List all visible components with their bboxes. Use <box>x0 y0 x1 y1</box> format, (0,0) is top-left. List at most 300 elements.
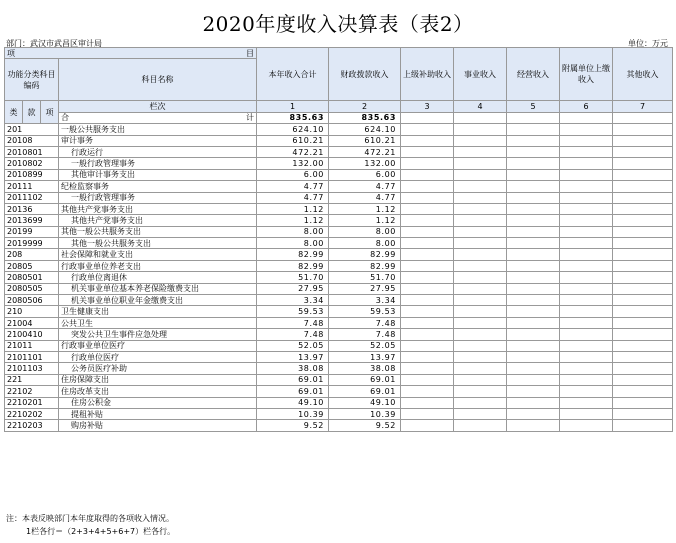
row-subject: 其他审计事务支出 <box>59 169 257 180</box>
row-col-6 <box>560 408 613 419</box>
row-total: 13.97 <box>257 351 329 362</box>
row-col-5 <box>507 124 560 135</box>
row-col-7 <box>613 135 673 146</box>
table-row <box>5 146 673 157</box>
row-code: 2210202 <box>5 408 59 419</box>
row-col-5 <box>507 363 560 374</box>
row-code: 2010899 <box>5 169 59 180</box>
row-total: 69.01 <box>257 386 329 397</box>
row-code: 210 <box>5 306 59 317</box>
row-fiscal: 82.99 <box>329 249 401 260</box>
row-subject: 住房公积金 <box>59 397 257 408</box>
row-code: 20108 <box>5 135 59 146</box>
row-col-4 <box>454 135 507 146</box>
row-fiscal: 10.39 <box>329 408 401 419</box>
row-col-3 <box>401 295 454 306</box>
row-fiscal: 8.00 <box>329 238 401 249</box>
table-row <box>5 124 673 135</box>
row-col-4 <box>454 215 507 226</box>
row-total: 610.21 <box>257 135 329 146</box>
row-col-3 <box>401 169 454 180</box>
col-header-6: 附属单位上缴收入 <box>560 48 613 101</box>
row-col-6 <box>560 124 613 135</box>
row-col-3 <box>401 238 454 249</box>
footnote-2: 1栏各行＝（2+3+4+5+6+7）栏各行。 <box>26 527 176 536</box>
row-col-7 <box>613 226 673 237</box>
row-code: 2080506 <box>5 295 59 306</box>
row-code: 21011 <box>5 340 59 351</box>
row-col-4 <box>454 203 507 214</box>
row-total: 7.48 <box>257 317 329 328</box>
row-code: 21004 <box>5 317 59 328</box>
xiang-header: 项 <box>41 101 59 124</box>
row-subject: 机关事业单位职业年金缴费支出 <box>59 295 257 306</box>
row-col-5 <box>507 272 560 283</box>
row-col-7 <box>613 340 673 351</box>
row-fiscal: 624.10 <box>329 124 401 135</box>
row-total: 69.01 <box>257 374 329 385</box>
row-col-3 <box>401 249 454 260</box>
row-col-3 <box>401 374 454 385</box>
col-header-7: 其他收入 <box>613 48 673 101</box>
row-col-5 <box>507 408 560 419</box>
row-col-4 <box>454 329 507 340</box>
table-row <box>5 260 673 271</box>
row-subject: 纪检监察事务 <box>59 181 257 192</box>
row-col-7 <box>613 169 673 180</box>
col-num-2: 2 <box>329 101 401 112</box>
row-subject: 其他一般公共服务支出 <box>59 226 257 237</box>
table-row <box>5 203 673 214</box>
row-fiscal: 6.00 <box>329 169 401 180</box>
row-code: 2013699 <box>5 215 59 226</box>
row-fiscal: 1.12 <box>329 215 401 226</box>
row-total: 82.99 <box>257 260 329 271</box>
table-row <box>5 238 673 249</box>
unit-label: 单位：万元 <box>628 39 668 48</box>
row-col-3 <box>401 420 454 431</box>
row-col-5 <box>507 169 560 180</box>
table-row <box>5 374 673 385</box>
footnotes <box>6 512 175 538</box>
row-col-4 <box>454 397 507 408</box>
row-col-5 <box>507 203 560 214</box>
row-col-6 <box>560 374 613 385</box>
row-col-3 <box>401 329 454 340</box>
row-code: 2010802 <box>5 158 59 169</box>
table-row <box>5 215 673 226</box>
row-total: 624.10 <box>257 124 329 135</box>
row-col-6 <box>560 340 613 351</box>
row-col-6 <box>560 260 613 271</box>
row-fiscal: 8.00 <box>329 226 401 237</box>
row-col-5 <box>507 158 560 169</box>
row-subject: 一般公共服务支出 <box>59 124 257 135</box>
col-header-3: 上级补助收入 <box>401 48 454 101</box>
row-subject: 一般行政管理事务 <box>59 192 257 203</box>
row-col-7 <box>613 363 673 374</box>
lei-header: 类 <box>5 101 23 124</box>
row-total: 9.52 <box>257 420 329 431</box>
table-row <box>5 181 673 192</box>
table-row <box>5 249 673 260</box>
total-col-4 <box>454 112 507 123</box>
ji-label: 计 <box>246 113 254 123</box>
row-total: 7.48 <box>257 329 329 340</box>
row-code: 20199 <box>5 226 59 237</box>
row-total: 59.53 <box>257 306 329 317</box>
row-fiscal: 4.77 <box>329 181 401 192</box>
row-subject: 其他共产党事务支出 <box>59 203 257 214</box>
row-col-4 <box>454 374 507 385</box>
row-col-6 <box>560 306 613 317</box>
row-code: 2101103 <box>5 363 59 374</box>
row-fiscal: 27.95 <box>329 283 401 294</box>
row-col-6 <box>560 192 613 203</box>
mu-label: 目 <box>246 48 254 58</box>
row-col-3 <box>401 260 454 271</box>
lanci-label: 栏次 <box>59 101 257 112</box>
row-code: 2011102 <box>5 192 59 203</box>
row-col-3 <box>401 203 454 214</box>
col-header-4: 事业收入 <box>454 48 507 101</box>
table-row <box>5 363 673 374</box>
table-row <box>5 420 673 431</box>
row-col-5 <box>507 340 560 351</box>
row-col-5 <box>507 192 560 203</box>
col-header-5: 经营收入 <box>507 48 560 101</box>
row-col-3 <box>401 181 454 192</box>
row-code: 208 <box>5 249 59 260</box>
row-subject: 提租补贴 <box>59 408 257 419</box>
row-fiscal: 3.34 <box>329 295 401 306</box>
row-col-3 <box>401 408 454 419</box>
row-code: 201 <box>5 124 59 135</box>
row-col-3 <box>401 283 454 294</box>
row-col-5 <box>507 226 560 237</box>
row-col-4 <box>454 124 507 135</box>
row-code: 2100410 <box>5 329 59 340</box>
row-subject: 购房补贴 <box>59 420 257 431</box>
he-label: 合 <box>61 113 69 123</box>
row-subject: 一般行政管理事务 <box>59 158 257 169</box>
row-fiscal: 59.53 <box>329 306 401 317</box>
row-code: 2010801 <box>5 146 59 157</box>
row-col-7 <box>613 181 673 192</box>
row-col-7 <box>613 215 673 226</box>
row-fiscal: 13.97 <box>329 351 401 362</box>
table-row <box>5 317 673 328</box>
row-col-5 <box>507 146 560 157</box>
row-col-7 <box>613 203 673 214</box>
page-title: 2020年度收入决算表（表2） <box>202 12 474 36</box>
row-code: 20111 <box>5 181 59 192</box>
table-row <box>5 340 673 351</box>
row-fiscal: 7.48 <box>329 329 401 340</box>
footnote-1: 注：本表反映部门本年度取得的各项收入情况。 <box>6 514 174 523</box>
row-col-4 <box>454 408 507 419</box>
row-col-4 <box>454 272 507 283</box>
col-num-4: 4 <box>454 101 507 112</box>
row-subject: 行政事业单位医疗 <box>59 340 257 351</box>
row-total: 38.08 <box>257 363 329 374</box>
row-col-7 <box>613 238 673 249</box>
table-row <box>5 408 673 419</box>
row-fiscal: 69.01 <box>329 374 401 385</box>
table-body <box>5 124 673 432</box>
row-subject: 社会保障和就业支出 <box>59 249 257 260</box>
row-subject: 公务员医疗补助 <box>59 363 257 374</box>
row-col-4 <box>454 340 507 351</box>
row-col-3 <box>401 158 454 169</box>
row-col-4 <box>454 238 507 249</box>
row-subject: 住房改革支出 <box>59 386 257 397</box>
row-col-6 <box>560 272 613 283</box>
row-fiscal: 472.21 <box>329 146 401 157</box>
row-col-4 <box>454 249 507 260</box>
row-col-5 <box>507 374 560 385</box>
row-code: 20136 <box>5 203 59 214</box>
row-col-5 <box>507 135 560 146</box>
item-label: 项 <box>7 48 15 58</box>
col-num-5: 5 <box>507 101 560 112</box>
row-col-7 <box>613 272 673 283</box>
row-col-4 <box>454 420 507 431</box>
row-total: 27.95 <box>257 283 329 294</box>
row-subject: 行政事业单位养老支出 <box>59 260 257 271</box>
row-col-5 <box>507 317 560 328</box>
col-header-2: 财政拨款收入 <box>329 48 401 101</box>
row-col-3 <box>401 192 454 203</box>
row-total: 3.34 <box>257 295 329 306</box>
row-col-7 <box>613 295 673 306</box>
row-total: 4.77 <box>257 192 329 203</box>
subject-header: 科目名称 <box>59 59 257 101</box>
row-subject: 行政单位离退休 <box>59 272 257 283</box>
table-row <box>5 192 673 203</box>
row-subject: 行政运行 <box>59 146 257 157</box>
row-total: 132.00 <box>257 158 329 169</box>
row-fiscal: 9.52 <box>329 420 401 431</box>
row-col-4 <box>454 169 507 180</box>
row-code: 20805 <box>5 260 59 271</box>
row-subject: 公共卫生 <box>59 317 257 328</box>
row-total: 1.12 <box>257 203 329 214</box>
total-col-3 <box>401 112 454 123</box>
row-col-7 <box>613 386 673 397</box>
row-code: 2210203 <box>5 420 59 431</box>
row-fiscal: 1.12 <box>329 203 401 214</box>
row-col-6 <box>560 238 613 249</box>
row-col-6 <box>560 203 613 214</box>
row-fiscal: 69.01 <box>329 386 401 397</box>
row-total: 51.70 <box>257 272 329 283</box>
col-num-6: 6 <box>560 101 613 112</box>
table-row <box>5 272 673 283</box>
row-total: 1.12 <box>257 215 329 226</box>
row-col-7 <box>613 397 673 408</box>
row-fiscal: 49.10 <box>329 397 401 408</box>
table-row <box>5 283 673 294</box>
table-row <box>5 295 673 306</box>
col-num-1: 1 <box>257 101 329 112</box>
table-row <box>5 351 673 362</box>
row-col-5 <box>507 351 560 362</box>
row-col-6 <box>560 215 613 226</box>
row-code: 22102 <box>5 386 59 397</box>
total-col-6 <box>560 112 613 123</box>
row-col-6 <box>560 351 613 362</box>
row-col-7 <box>613 306 673 317</box>
row-col-6 <box>560 158 613 169</box>
row-col-5 <box>507 215 560 226</box>
row-col-4 <box>454 283 507 294</box>
col-header-1: 本年收入合计 <box>257 48 329 101</box>
row-subject: 审计事务 <box>59 135 257 146</box>
row-total: 472.21 <box>257 146 329 157</box>
row-col-4 <box>454 146 507 157</box>
row-col-6 <box>560 317 613 328</box>
row-col-6 <box>560 135 613 146</box>
row-col-3 <box>401 363 454 374</box>
row-col-6 <box>560 249 613 260</box>
row-col-6 <box>560 146 613 157</box>
row-col-4 <box>454 192 507 203</box>
row-col-5 <box>507 329 560 340</box>
row-col-7 <box>613 374 673 385</box>
row-col-6 <box>560 386 613 397</box>
total-col-2: 835.63 <box>329 112 401 123</box>
row-col-7 <box>613 317 673 328</box>
row-col-3 <box>401 397 454 408</box>
row-col-4 <box>454 386 507 397</box>
row-fiscal: 38.08 <box>329 363 401 374</box>
row-col-3 <box>401 135 454 146</box>
row-col-4 <box>454 226 507 237</box>
row-col-4 <box>454 351 507 362</box>
row-fiscal: 4.77 <box>329 192 401 203</box>
table-row <box>5 158 673 169</box>
row-fiscal: 82.99 <box>329 260 401 271</box>
row-col-3 <box>401 317 454 328</box>
row-total: 8.00 <box>257 226 329 237</box>
row-subject: 突发公共卫生事件应急处理 <box>59 329 257 340</box>
row-col-5 <box>507 306 560 317</box>
total-col-5 <box>507 112 560 123</box>
row-fiscal: 52.05 <box>329 340 401 351</box>
row-col-6 <box>560 363 613 374</box>
row-code: 2101101 <box>5 351 59 362</box>
col-num-7: 7 <box>613 101 673 112</box>
row-col-7 <box>613 283 673 294</box>
row-col-3 <box>401 272 454 283</box>
row-col-7 <box>613 124 673 135</box>
row-total: 10.39 <box>257 408 329 419</box>
row-subject: 其他共产党事务支出 <box>59 215 257 226</box>
row-col-7 <box>613 249 673 260</box>
row-col-3 <box>401 124 454 135</box>
row-total: 8.00 <box>257 238 329 249</box>
row-col-5 <box>507 386 560 397</box>
row-col-4 <box>454 295 507 306</box>
row-subject: 行政单位医疗 <box>59 351 257 362</box>
table-row <box>5 226 673 237</box>
row-col-7 <box>613 146 673 157</box>
func-code-header: 功能分类科目编码 <box>5 59 59 101</box>
row-col-5 <box>507 420 560 431</box>
row-code: 2019999 <box>5 238 59 249</box>
row-col-5 <box>507 295 560 306</box>
row-col-7 <box>613 192 673 203</box>
row-col-7 <box>613 329 673 340</box>
row-col-5 <box>507 249 560 260</box>
table-row <box>5 397 673 408</box>
department-label: 部门：武汉市武昌区审计局 <box>6 39 102 48</box>
row-total: 49.10 <box>257 397 329 408</box>
total-col-7 <box>613 112 673 123</box>
row-subject: 其他一般公共服务支出 <box>59 238 257 249</box>
row-code: 2080505 <box>5 283 59 294</box>
table-row <box>5 329 673 340</box>
row-col-6 <box>560 283 613 294</box>
row-fiscal: 51.70 <box>329 272 401 283</box>
row-code: 221 <box>5 374 59 385</box>
row-col-7 <box>613 351 673 362</box>
row-col-7 <box>613 420 673 431</box>
row-col-6 <box>560 420 613 431</box>
table-row <box>5 386 673 397</box>
row-col-6 <box>560 295 613 306</box>
row-col-3 <box>401 340 454 351</box>
row-col-5 <box>507 260 560 271</box>
row-col-5 <box>507 181 560 192</box>
table-row <box>5 306 673 317</box>
row-col-5 <box>507 238 560 249</box>
row-col-6 <box>560 329 613 340</box>
row-code: 2210201 <box>5 397 59 408</box>
table-row <box>5 169 673 180</box>
row-col-3 <box>401 386 454 397</box>
total-col-1: 835.63 <box>257 112 329 123</box>
row-total: 6.00 <box>257 169 329 180</box>
row-col-3 <box>401 215 454 226</box>
row-subject: 机关事业单位基本养老保险缴费支出 <box>59 283 257 294</box>
col-num-3: 3 <box>401 101 454 112</box>
row-col-3 <box>401 351 454 362</box>
row-total: 4.77 <box>257 181 329 192</box>
item-header-cell <box>5 48 257 59</box>
table-row <box>5 135 673 146</box>
row-col-7 <box>613 408 673 419</box>
row-col-4 <box>454 181 507 192</box>
row-total: 52.05 <box>257 340 329 351</box>
row-col-7 <box>613 260 673 271</box>
kuan-header: 款 <box>23 101 41 124</box>
row-subject: 卫生健康支出 <box>59 306 257 317</box>
table-header <box>5 48 673 124</box>
row-col-7 <box>613 158 673 169</box>
row-col-3 <box>401 306 454 317</box>
row-col-4 <box>454 306 507 317</box>
row-subject: 住房保障支出 <box>59 374 257 385</box>
row-col-4 <box>454 317 507 328</box>
income-table <box>4 47 673 432</box>
row-col-5 <box>507 283 560 294</box>
row-col-5 <box>507 397 560 408</box>
row-fiscal: 610.21 <box>329 135 401 146</box>
row-col-6 <box>560 169 613 180</box>
row-col-6 <box>560 226 613 237</box>
